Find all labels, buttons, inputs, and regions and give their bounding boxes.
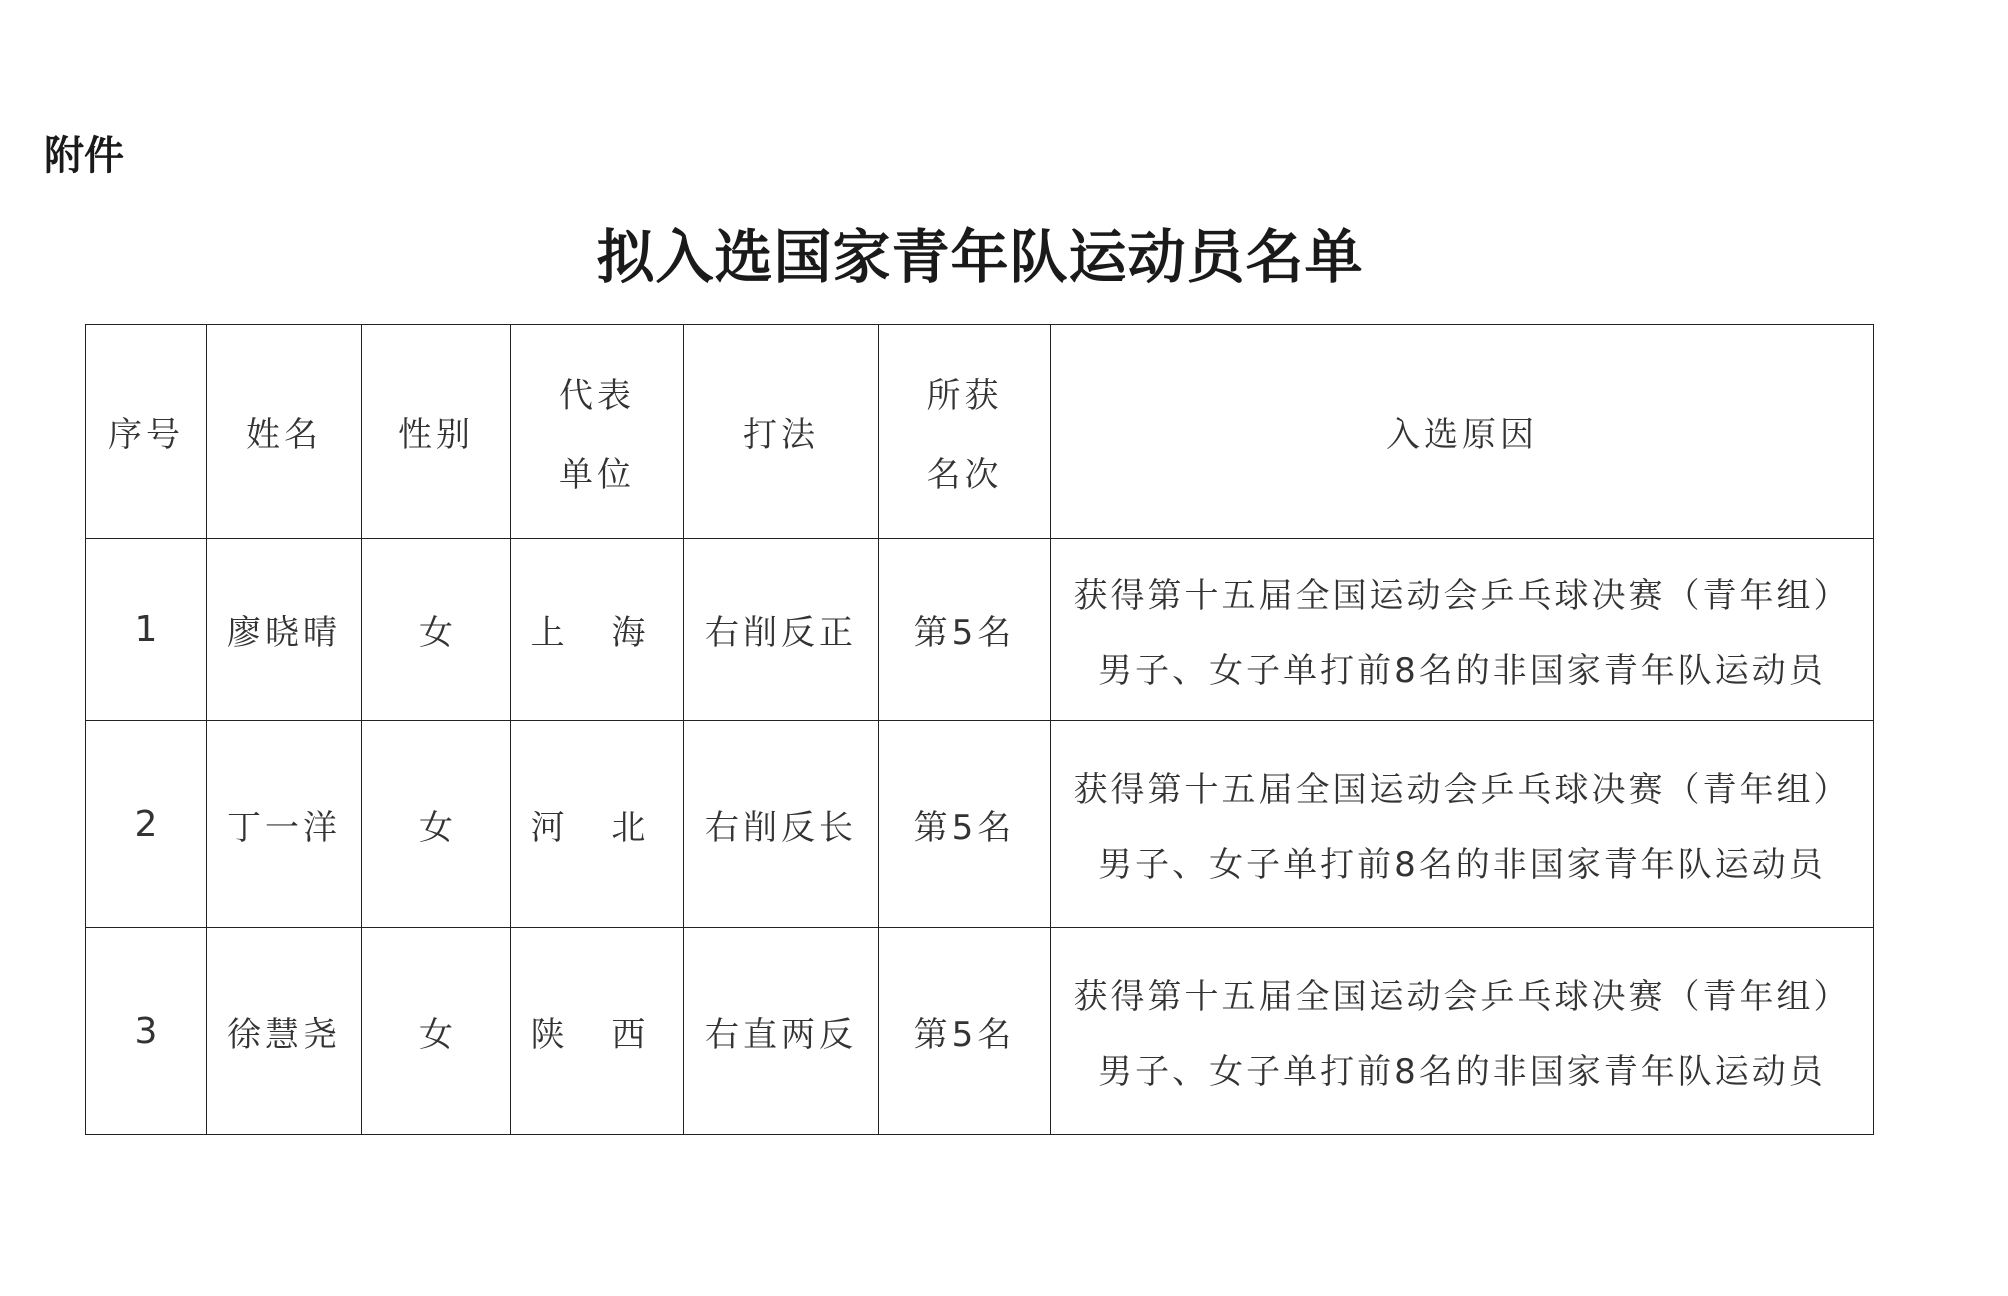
cell-gender [362, 928, 511, 1135]
header-unit-line2: 单位 [559, 454, 635, 495]
athlete-gender: 女 [419, 807, 453, 848]
table-row [86, 928, 1874, 1135]
athlete-rank: 第5名 [913, 613, 1016, 653]
cell-reason [1051, 928, 1874, 1135]
reason-line-1: 获得第十五届全国运动会乒乓球决赛（青年组） [1073, 575, 1851, 616]
cell-rank [879, 539, 1051, 721]
cell-rank [879, 928, 1051, 1135]
roster-table-container [85, 324, 1874, 1135]
header-style [684, 325, 879, 539]
cell-index [86, 539, 207, 721]
cell-name [207, 721, 362, 928]
athlete-rank: 第5名 [913, 807, 1016, 848]
header-index [86, 325, 207, 539]
cell-unit [511, 928, 684, 1135]
athlete-name: 丁一洋 [227, 807, 341, 848]
table-row [86, 721, 1874, 928]
cell-style [684, 928, 879, 1135]
athlete-name: 廖晓晴 [227, 613, 341, 653]
cell-index [86, 721, 207, 928]
cell-reason [1051, 539, 1874, 721]
attachment-label: 附件 [44, 133, 124, 179]
row-index: 3 [134, 1010, 158, 1052]
cell-index [86, 928, 207, 1135]
athlete-unit: 陕 西 [530, 1014, 664, 1055]
table-header-row [86, 325, 1874, 539]
header-rank [879, 325, 1051, 539]
cell-style [684, 539, 879, 721]
header-unit [511, 325, 684, 539]
reason-line-2: 男子、女子单打前8名的非国家青年队运动员 [1098, 650, 1826, 691]
athlete-unit: 上 海 [530, 613, 664, 653]
cell-unit [511, 721, 684, 928]
athlete-rank: 第5名 [913, 1014, 1016, 1055]
athlete-gender: 女 [419, 613, 453, 653]
header-gender-label: 性别 [398, 415, 474, 455]
header-style-label: 打法 [743, 415, 819, 455]
header-name [207, 325, 362, 539]
cell-name [207, 539, 362, 721]
athlete-style: 右削反正 [705, 613, 857, 653]
row-index: 1 [134, 609, 158, 650]
cell-rank [879, 721, 1051, 928]
reason-line-1: 获得第十五届全国运动会乒乓球决赛（青年组） [1073, 770, 1851, 810]
cell-reason [1051, 721, 1874, 928]
cell-gender [362, 539, 511, 721]
athlete-unit: 河 北 [530, 807, 664, 848]
reason-line-1: 获得第十五届全国运动会乒乓球决赛（青年组） [1073, 977, 1851, 1017]
cell-style [684, 721, 879, 928]
row-index: 2 [134, 803, 158, 845]
header-reason [1051, 325, 1874, 539]
reason-line-2: 男子、女子单打前8名的非国家青年队运动员 [1098, 1052, 1826, 1092]
reason-line-2: 男子、女子单打前8名的非国家青年队运动员 [1098, 845, 1826, 885]
cell-unit [511, 539, 684, 721]
athlete-style: 右削反长 [705, 807, 857, 848]
header-unit-line1: 代表 [559, 375, 635, 416]
roster-table [85, 324, 1874, 1135]
header-gender [362, 325, 511, 539]
header-name-label: 姓名 [246, 415, 322, 455]
athlete-gender: 女 [419, 1014, 453, 1055]
cell-name [207, 928, 362, 1135]
cell-gender [362, 721, 511, 928]
header-rank-line2: 名次 [926, 454, 1003, 495]
header-rank-line1: 所获 [926, 375, 1003, 416]
table-row [86, 539, 1874, 721]
athlete-style: 右直两反 [705, 1014, 857, 1055]
header-index-label: 序号 [108, 415, 184, 455]
athlete-name: 徐慧尧 [227, 1014, 341, 1055]
document-title: 拟入选国家青年队运动员名单 [596, 223, 1364, 291]
header-reason-label: 入选原因 [1386, 415, 1538, 455]
